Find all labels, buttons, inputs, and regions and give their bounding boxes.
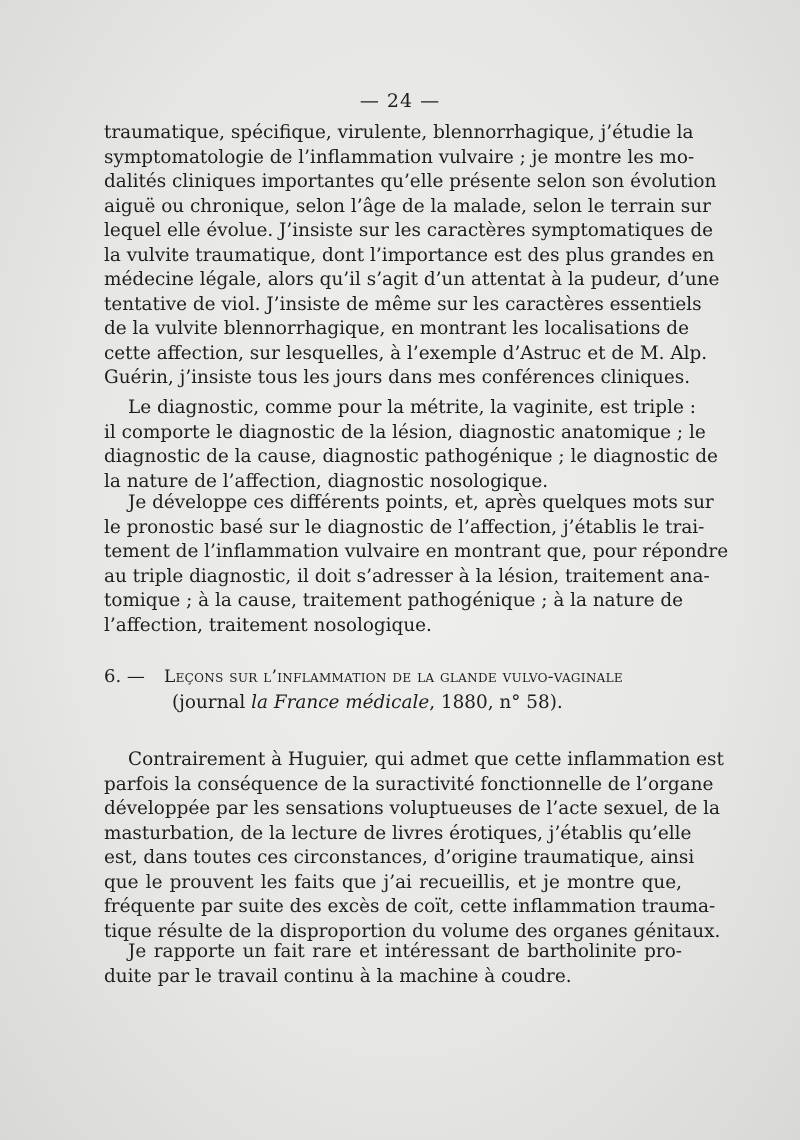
text-line: diagnostic de la cause, diagnostic pathogénique ; le diagnostic de (104, 446, 718, 467)
text-line: symptomatologie de l’inflammation vulvaire ; je montre les mo- (104, 146, 695, 168)
section-reference (104, 692, 682, 713)
section-title: Leçons sur l’inflammation de la glande vulvo-vaginale (164, 667, 623, 687)
text-line: Je développe ces différents points, et, après quelques mots sur (128, 492, 714, 513)
text-line: masturbation, de la lecture de livres érotiques, j’établis qu’elle (104, 822, 692, 844)
reference-close: , 1880, n° 58). (429, 692, 563, 713)
text-line: développée par les sensations voluptueuses de l’acte sexuel, de la (104, 798, 720, 819)
text-line: l’affection, traitement nosologique. (104, 614, 432, 636)
text-line: lequel elle évolue. J’insiste sur les caractères symptomatiques de (104, 220, 713, 241)
section-number-text: 6. (104, 666, 122, 687)
text-line: que le prouvent les faits que j’ai recueillis, et je montre que, (104, 871, 682, 893)
text-line: traumatique, spécifique, virulente, blennorrhagique, j’étudie la (104, 122, 694, 143)
text-line: cette affection, sur lesquelles, à l’exemple d’Astruc et de M. Alp. (104, 342, 708, 364)
text-line: au triple diagnostic, il doit s’adresser à la lésion, traitement ana- (104, 565, 710, 587)
text-line: tement de l’inflammation vulvaire en montrant que, pour répondre (104, 541, 729, 562)
text-line: il comporte le diagnostic de la lésion, diagnostic anatomique ; le (104, 421, 706, 443)
text-line: Je rapporte un fait rare et intéressant de bartholinite pro- (128, 941, 682, 962)
text-line: Contrairement à Huguier, qui admet que cette inflammation est (128, 749, 724, 770)
text-line: la nature de l’affection, diagnostic nosologique. (104, 470, 549, 492)
text-line: dalités cliniques importantes qu’elle présente selon son évolution (104, 171, 717, 192)
reference-open: (journal (172, 692, 252, 713)
text-line: tique résulte de la disproportion du volume des organes génitaux. (104, 920, 721, 942)
text-line: la vulvite traumatique, dont l’importance est des plus grandes en (104, 244, 715, 266)
text-line: Le diagnostic, comme pour la métrite, la vaginite, est triple : (128, 397, 696, 418)
text-line: de la vulvite blennorrhagique, en montrant les localisations de (104, 318, 689, 339)
text-line: fréquente par suite des excès de coït, cette inflammation trauma- (104, 896, 716, 917)
text-line: le pronostic basé sur le diagnostic de l’affection, j’établis le trai- (104, 516, 705, 538)
paragraph-2 (104, 396, 718, 494)
text-line: médecine légale, alors qu’il s’agit d’un attentat à la pudeur, d’une (104, 269, 720, 290)
section-number (104, 666, 164, 687)
paragraph-5 (104, 940, 682, 989)
text-line: tentative de viol. J’insiste de même sur les caractères essentiels (104, 293, 702, 315)
section-dash: — (126, 666, 145, 687)
text-line: est, dans toutes ces circonstances, d’origine traumatique, ainsi (104, 847, 695, 868)
text-line: Guérin, j’insiste tous les jours dans mes conférences cliniques. (104, 367, 691, 388)
text-line: tomique ; à la cause, traitement pathogénique ; à la nature de (104, 590, 684, 611)
journal-name: la France médicale (251, 692, 430, 713)
page-number: — 24 — (359, 90, 441, 112)
paragraph-4 (104, 748, 724, 944)
paragraph-1 (104, 121, 720, 391)
section-heading (104, 666, 682, 713)
text-line: aiguë ou chronique, selon l’âge de la malade, selon le terrain sur (104, 195, 711, 217)
text-line: duite par le travail continu à la machine à coudre. (104, 965, 572, 987)
paragraph-3 (104, 491, 729, 638)
text-line: parfois la conséquence de la suractivité fonctionnelle de l’organe (104, 773, 714, 795)
